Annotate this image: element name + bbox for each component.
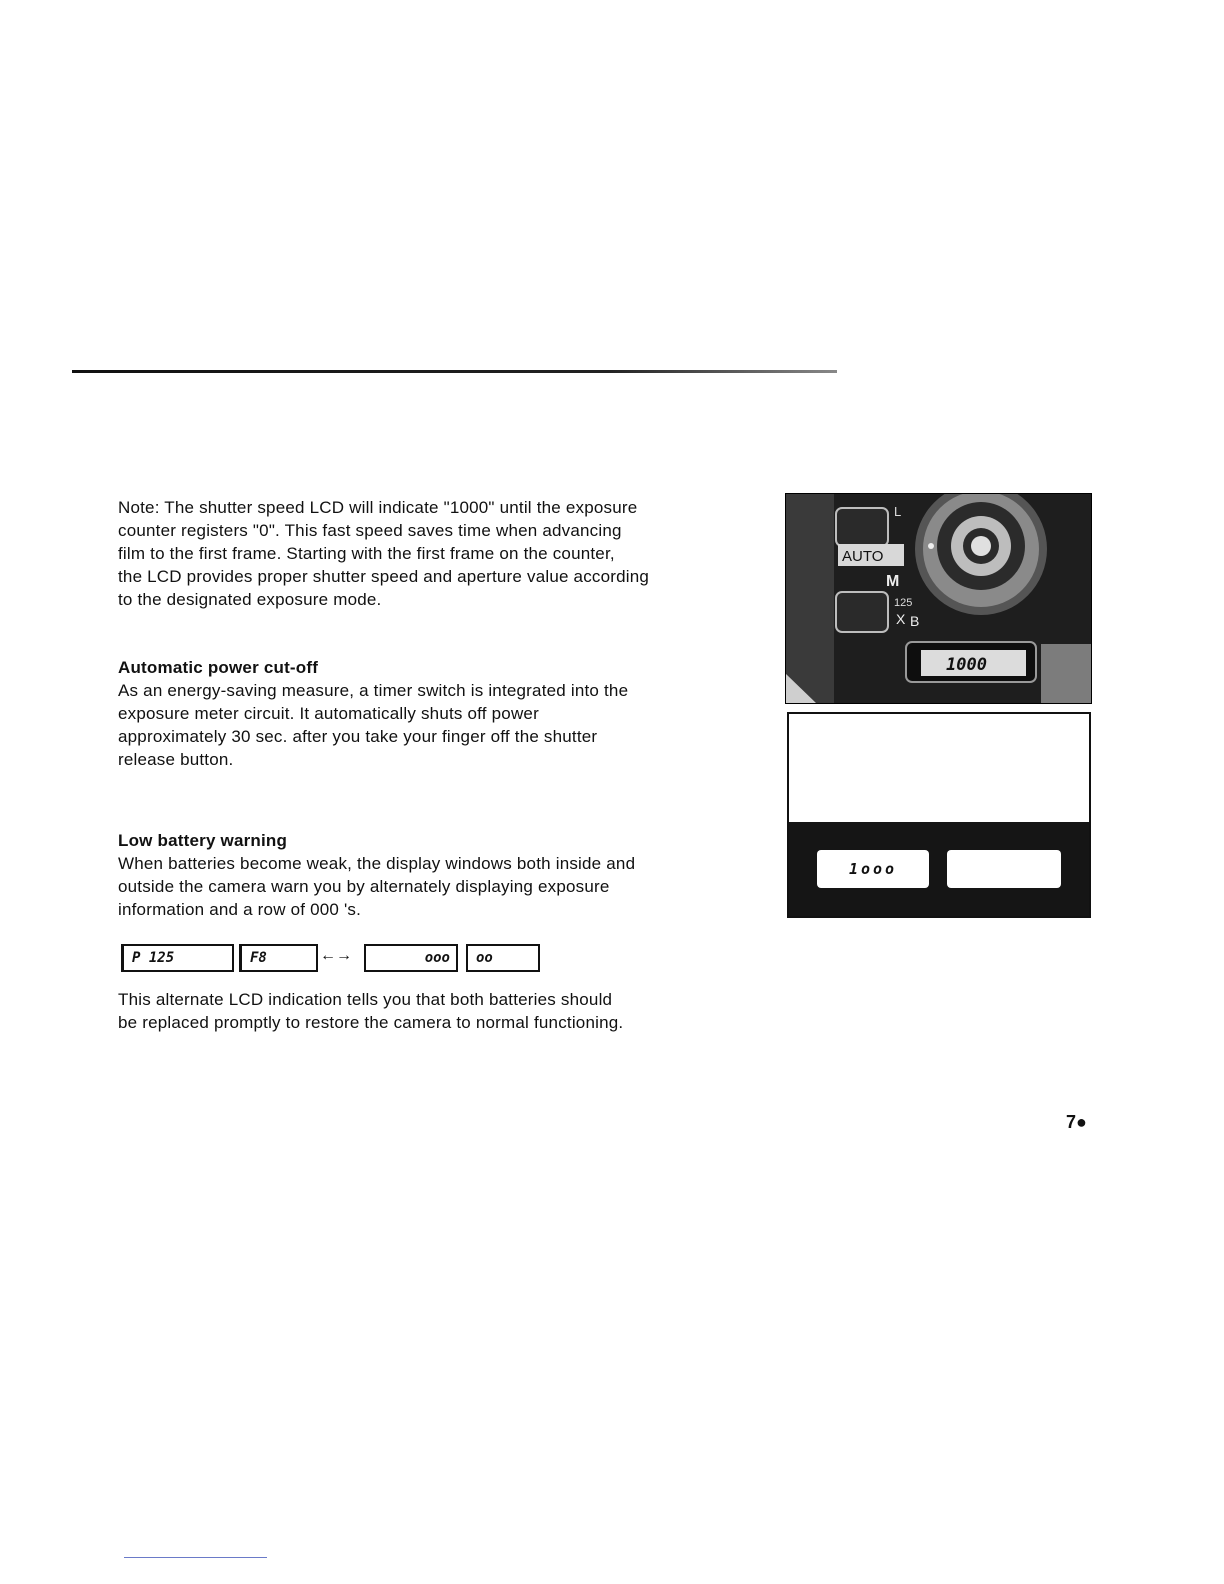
dial-label-125: 125 <box>894 597 913 609</box>
page-number: 7● <box>1066 1112 1087 1132</box>
lcd-shutter-warning: ooo <box>364 944 458 972</box>
photo-lcd-reading: 1000 <box>946 655 987 675</box>
display-window-dark-area <box>789 822 1089 916</box>
section-heading: Low battery warning <box>118 831 288 850</box>
closing-paragraph <box>118 988 748 1034</box>
body-line: As an energy-saving measure, a timer switch is integrated into the <box>118 681 629 700</box>
body-line: This alternate LCD indication tells you that both batteries should <box>118 990 613 1009</box>
lcd-alternation-illustration <box>121 944 551 972</box>
dial-label-x: X <box>896 611 906 627</box>
body-line: exposure meter circuit. It automatically shuts off power <box>118 704 539 723</box>
camera-photo-graphic <box>786 494 1091 703</box>
dial-label-b: B <box>910 613 920 629</box>
body-line: approximately 30 sec. after you take your finger off the shutter <box>118 727 598 746</box>
lcd-aperture-warning: oo <box>466 944 540 972</box>
bottom-rule <box>124 1557 267 1558</box>
display-window-illustration <box>787 712 1091 918</box>
body-line: information and a row of 000 's. <box>118 900 362 919</box>
note-line: Note: The shutter speed LCD will indicate "1000" until the exposure <box>118 498 638 517</box>
top-rule <box>72 370 837 373</box>
body-line: outside the camera warn you by alternately displaying exposure <box>118 877 610 896</box>
note-line: film to the first frame. Starting with the first frame on the counter, <box>118 544 615 563</box>
low-battery-section <box>118 829 748 921</box>
display-lcd-right <box>947 850 1061 888</box>
body-line: When batteries become weak, the display windows both inside and <box>118 854 636 873</box>
lcd-shutter-normal: P 125 <box>121 944 234 972</box>
double-arrow-icon: ←→ <box>320 947 352 964</box>
camera-top-photo <box>785 493 1092 704</box>
display-lcd-left: 1ooo <box>817 850 929 888</box>
dial-label-l: L <box>894 504 902 519</box>
note-line: the LCD provides proper shutter speed and aperture value according <box>118 567 650 586</box>
dial-label-auto: AUTO <box>842 548 884 565</box>
note-paragraph <box>118 496 748 611</box>
note-line: to the designated exposure mode. <box>118 590 382 609</box>
dial-label-m: M <box>886 573 900 590</box>
auto-power-section <box>118 656 748 771</box>
body-line: release button. <box>118 750 234 769</box>
section-heading: Automatic power cut-off <box>118 658 319 677</box>
note-line: counter registers "0". This fast speed saves time when advancing <box>118 521 622 540</box>
body-line: be replaced promptly to restore the camera to normal functioning. <box>118 1013 624 1032</box>
lcd-aperture-normal: F8 <box>239 944 318 972</box>
